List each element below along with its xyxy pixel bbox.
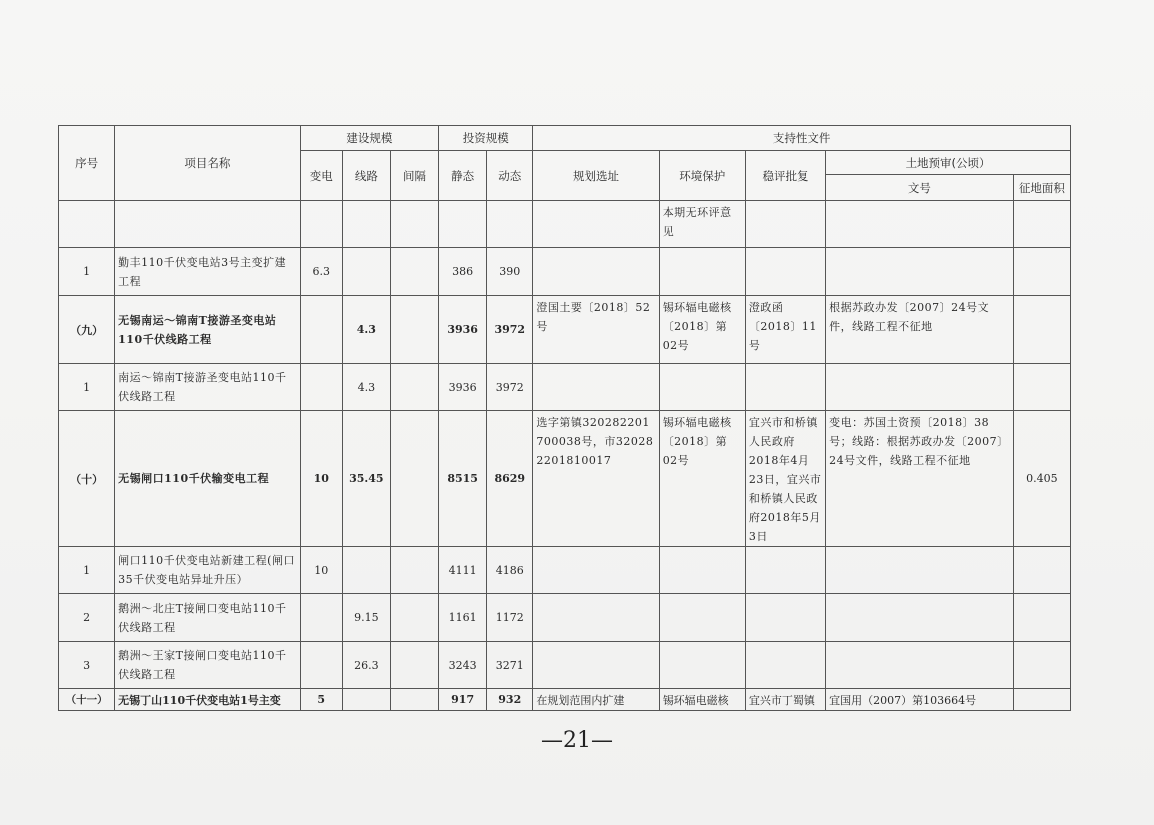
cell-planning: [533, 201, 659, 248]
cell-line: [342, 689, 390, 711]
cell-bay: [390, 689, 438, 711]
cell-env: [659, 547, 745, 594]
cell-env: 本期无环评意见: [659, 201, 745, 248]
cell-env: 锡环辐电磁核〔2018〕第02号: [659, 411, 745, 547]
cell-dynamic: 932: [487, 689, 533, 711]
cell-seq: 2: [59, 594, 115, 642]
cell-area: [1013, 248, 1070, 296]
header-build-scale: 建设规模: [300, 126, 438, 151]
cell-area: [1013, 547, 1070, 594]
cell-bay: [390, 364, 438, 411]
cell-stability: 宜兴市和桥镇人民政府2018年4月23日，宜兴市和桥镇人民政府2018年5月3日: [745, 411, 825, 547]
cell-area: [1013, 364, 1070, 411]
header-invest-scale: 投资规模: [439, 126, 533, 151]
cell-name: 无锡闸口110千伏输变电工程: [115, 411, 301, 547]
header-planning: 规划选址: [533, 151, 659, 201]
cell-area: [1013, 296, 1070, 364]
cell-doc-no: [826, 201, 1014, 248]
cell-area: [1013, 594, 1070, 642]
cell-stability: [745, 547, 825, 594]
cell-doc-no: 变电：苏国土资预〔2018〕38号；线路：根据苏政办发〔2007〕24号文件，线路工程不征地: [826, 411, 1014, 547]
cell-planning: 澄国土要〔2018〕52号: [533, 296, 659, 364]
cell-dynamic: 4186: [487, 547, 533, 594]
cell-planning: 选字第镇320282201700038号，市320282201810017: [533, 411, 659, 547]
cell-area: [1013, 642, 1070, 689]
cell-static: 3936: [439, 364, 487, 411]
cell-planning: [533, 547, 659, 594]
table-row: [59, 642, 1071, 689]
cell-name: [115, 201, 301, 248]
cell-bay: [390, 296, 438, 364]
cell-static: [439, 201, 487, 248]
cell-stability: [745, 594, 825, 642]
cell-bay: [390, 248, 438, 296]
cell-seq: （十）: [59, 411, 115, 547]
table-row: [59, 689, 1071, 711]
cell-name: 勤丰110千伏变电站3号主变扩建工程: [115, 248, 301, 296]
cell-line: 4.3: [342, 364, 390, 411]
cell-static: 8515: [439, 411, 487, 547]
header-seq: 序号: [59, 126, 115, 201]
cell-planning: [533, 364, 659, 411]
cell-seq: （九）: [59, 296, 115, 364]
cell-seq: 1: [59, 248, 115, 296]
table-row: [59, 411, 1071, 547]
cell-static: 3936: [439, 296, 487, 364]
cell-line: [342, 248, 390, 296]
header-line: 线路: [342, 151, 390, 201]
cell-planning: [533, 642, 659, 689]
cell-name: 鹅洲～北庄T接闸口变电站110千伏线路工程: [115, 594, 301, 642]
cell-line: 26.3: [342, 642, 390, 689]
table-row: [59, 201, 1071, 248]
cell-substation: [300, 364, 342, 411]
cell-substation: [300, 642, 342, 689]
table-row: [59, 296, 1071, 364]
cell-doc-no: [826, 642, 1014, 689]
cell-line: 35.45: [342, 411, 390, 547]
header-support-docs: 支持性文件: [533, 126, 1071, 151]
cell-stability: [745, 642, 825, 689]
cell-doc-no: [826, 248, 1014, 296]
cell-stability: [745, 364, 825, 411]
cell-env: [659, 364, 745, 411]
cell-stability: 澄政函〔2018〕11号: [745, 296, 825, 364]
cell-seq: 1: [59, 364, 115, 411]
cell-substation: [300, 201, 342, 248]
cell-doc-no: 宜国用（2007）第103664号: [826, 689, 1014, 711]
page-number: —21—: [541, 728, 613, 753]
cell-planning: [533, 248, 659, 296]
cell-substation: [300, 296, 342, 364]
cell-name: 闸口110千伏变电站新建工程(闸口35千伏变电站异址升压）: [115, 547, 301, 594]
cell-bay: [390, 201, 438, 248]
cell-substation: 6.3: [300, 248, 342, 296]
cell-env: 锡环辐电磁核: [659, 689, 745, 711]
project-table: [58, 125, 1071, 711]
header-substation: 变电: [300, 151, 342, 201]
cell-doc-no: [826, 594, 1014, 642]
cell-line: [342, 547, 390, 594]
cell-name: 无锡丁山110千伏变电站1号主变: [115, 689, 301, 711]
cell-stability: 宜兴市丁蜀镇: [745, 689, 825, 711]
cell-stability: [745, 201, 825, 248]
cell-area: [1013, 201, 1070, 248]
cell-substation: 5: [300, 689, 342, 711]
cell-doc-no: [826, 547, 1014, 594]
header-stability: 稳评批复: [745, 151, 825, 201]
cell-seq: 1: [59, 547, 115, 594]
table-row: [59, 248, 1071, 296]
cell-stability: [745, 248, 825, 296]
cell-area: [1013, 689, 1070, 711]
cell-seq: （十一）: [59, 689, 115, 711]
cell-substation: [300, 594, 342, 642]
cell-name: 南运～锦南T接游圣变电站110千伏线路工程: [115, 364, 301, 411]
cell-dynamic: 1172: [487, 594, 533, 642]
cell-env: [659, 594, 745, 642]
cell-dynamic: 390: [487, 248, 533, 296]
cell-area: 0.405: [1013, 411, 1070, 547]
cell-dynamic: 3271: [487, 642, 533, 689]
cell-dynamic: [487, 201, 533, 248]
cell-env: [659, 248, 745, 296]
header-static: 静态: [439, 151, 487, 201]
header-dynamic: 动态: [487, 151, 533, 201]
cell-static: 3243: [439, 642, 487, 689]
header-doc-no: 文号: [826, 175, 1014, 201]
table-row: [59, 547, 1071, 594]
cell-doc-no: 根据苏政办发〔2007〕24号文件，线路工程不征地: [826, 296, 1014, 364]
cell-line: 9.15: [342, 594, 390, 642]
cell-line: 4.3: [342, 296, 390, 364]
cell-substation: 10: [300, 547, 342, 594]
cell-env: [659, 642, 745, 689]
cell-dynamic: 8629: [487, 411, 533, 547]
cell-substation: 10: [300, 411, 342, 547]
cell-doc-no: [826, 364, 1014, 411]
header-area: 征地面积: [1013, 175, 1070, 201]
header-land: 土地预审(公顷）: [826, 151, 1071, 175]
cell-seq: 3: [59, 642, 115, 689]
header-env: 环境保护: [659, 151, 745, 201]
cell-static: 386: [439, 248, 487, 296]
cell-name: 鹅洲～王家T接闸口变电站110千伏线路工程: [115, 642, 301, 689]
table-row: [59, 364, 1071, 411]
cell-seq: [59, 201, 115, 248]
cell-env: 锡环辐电磁核〔2018〕第02号: [659, 296, 745, 364]
cell-dynamic: 3972: [487, 364, 533, 411]
cell-static: 917: [439, 689, 487, 711]
cell-name: 无锡南运～锦南T接游圣变电站110千伏线路工程: [115, 296, 301, 364]
cell-static: 4111: [439, 547, 487, 594]
cell-dynamic: 3972: [487, 296, 533, 364]
cell-bay: [390, 642, 438, 689]
cell-bay: [390, 594, 438, 642]
cell-static: 1161: [439, 594, 487, 642]
table-row: [59, 594, 1071, 642]
cell-bay: [390, 411, 438, 547]
cell-planning: [533, 594, 659, 642]
header-bay: 间隔: [390, 151, 438, 201]
header-name: 项目名称: [115, 126, 301, 201]
cell-line: [342, 201, 390, 248]
cell-bay: [390, 547, 438, 594]
cell-planning: 在规划范围内扩建: [533, 689, 659, 711]
